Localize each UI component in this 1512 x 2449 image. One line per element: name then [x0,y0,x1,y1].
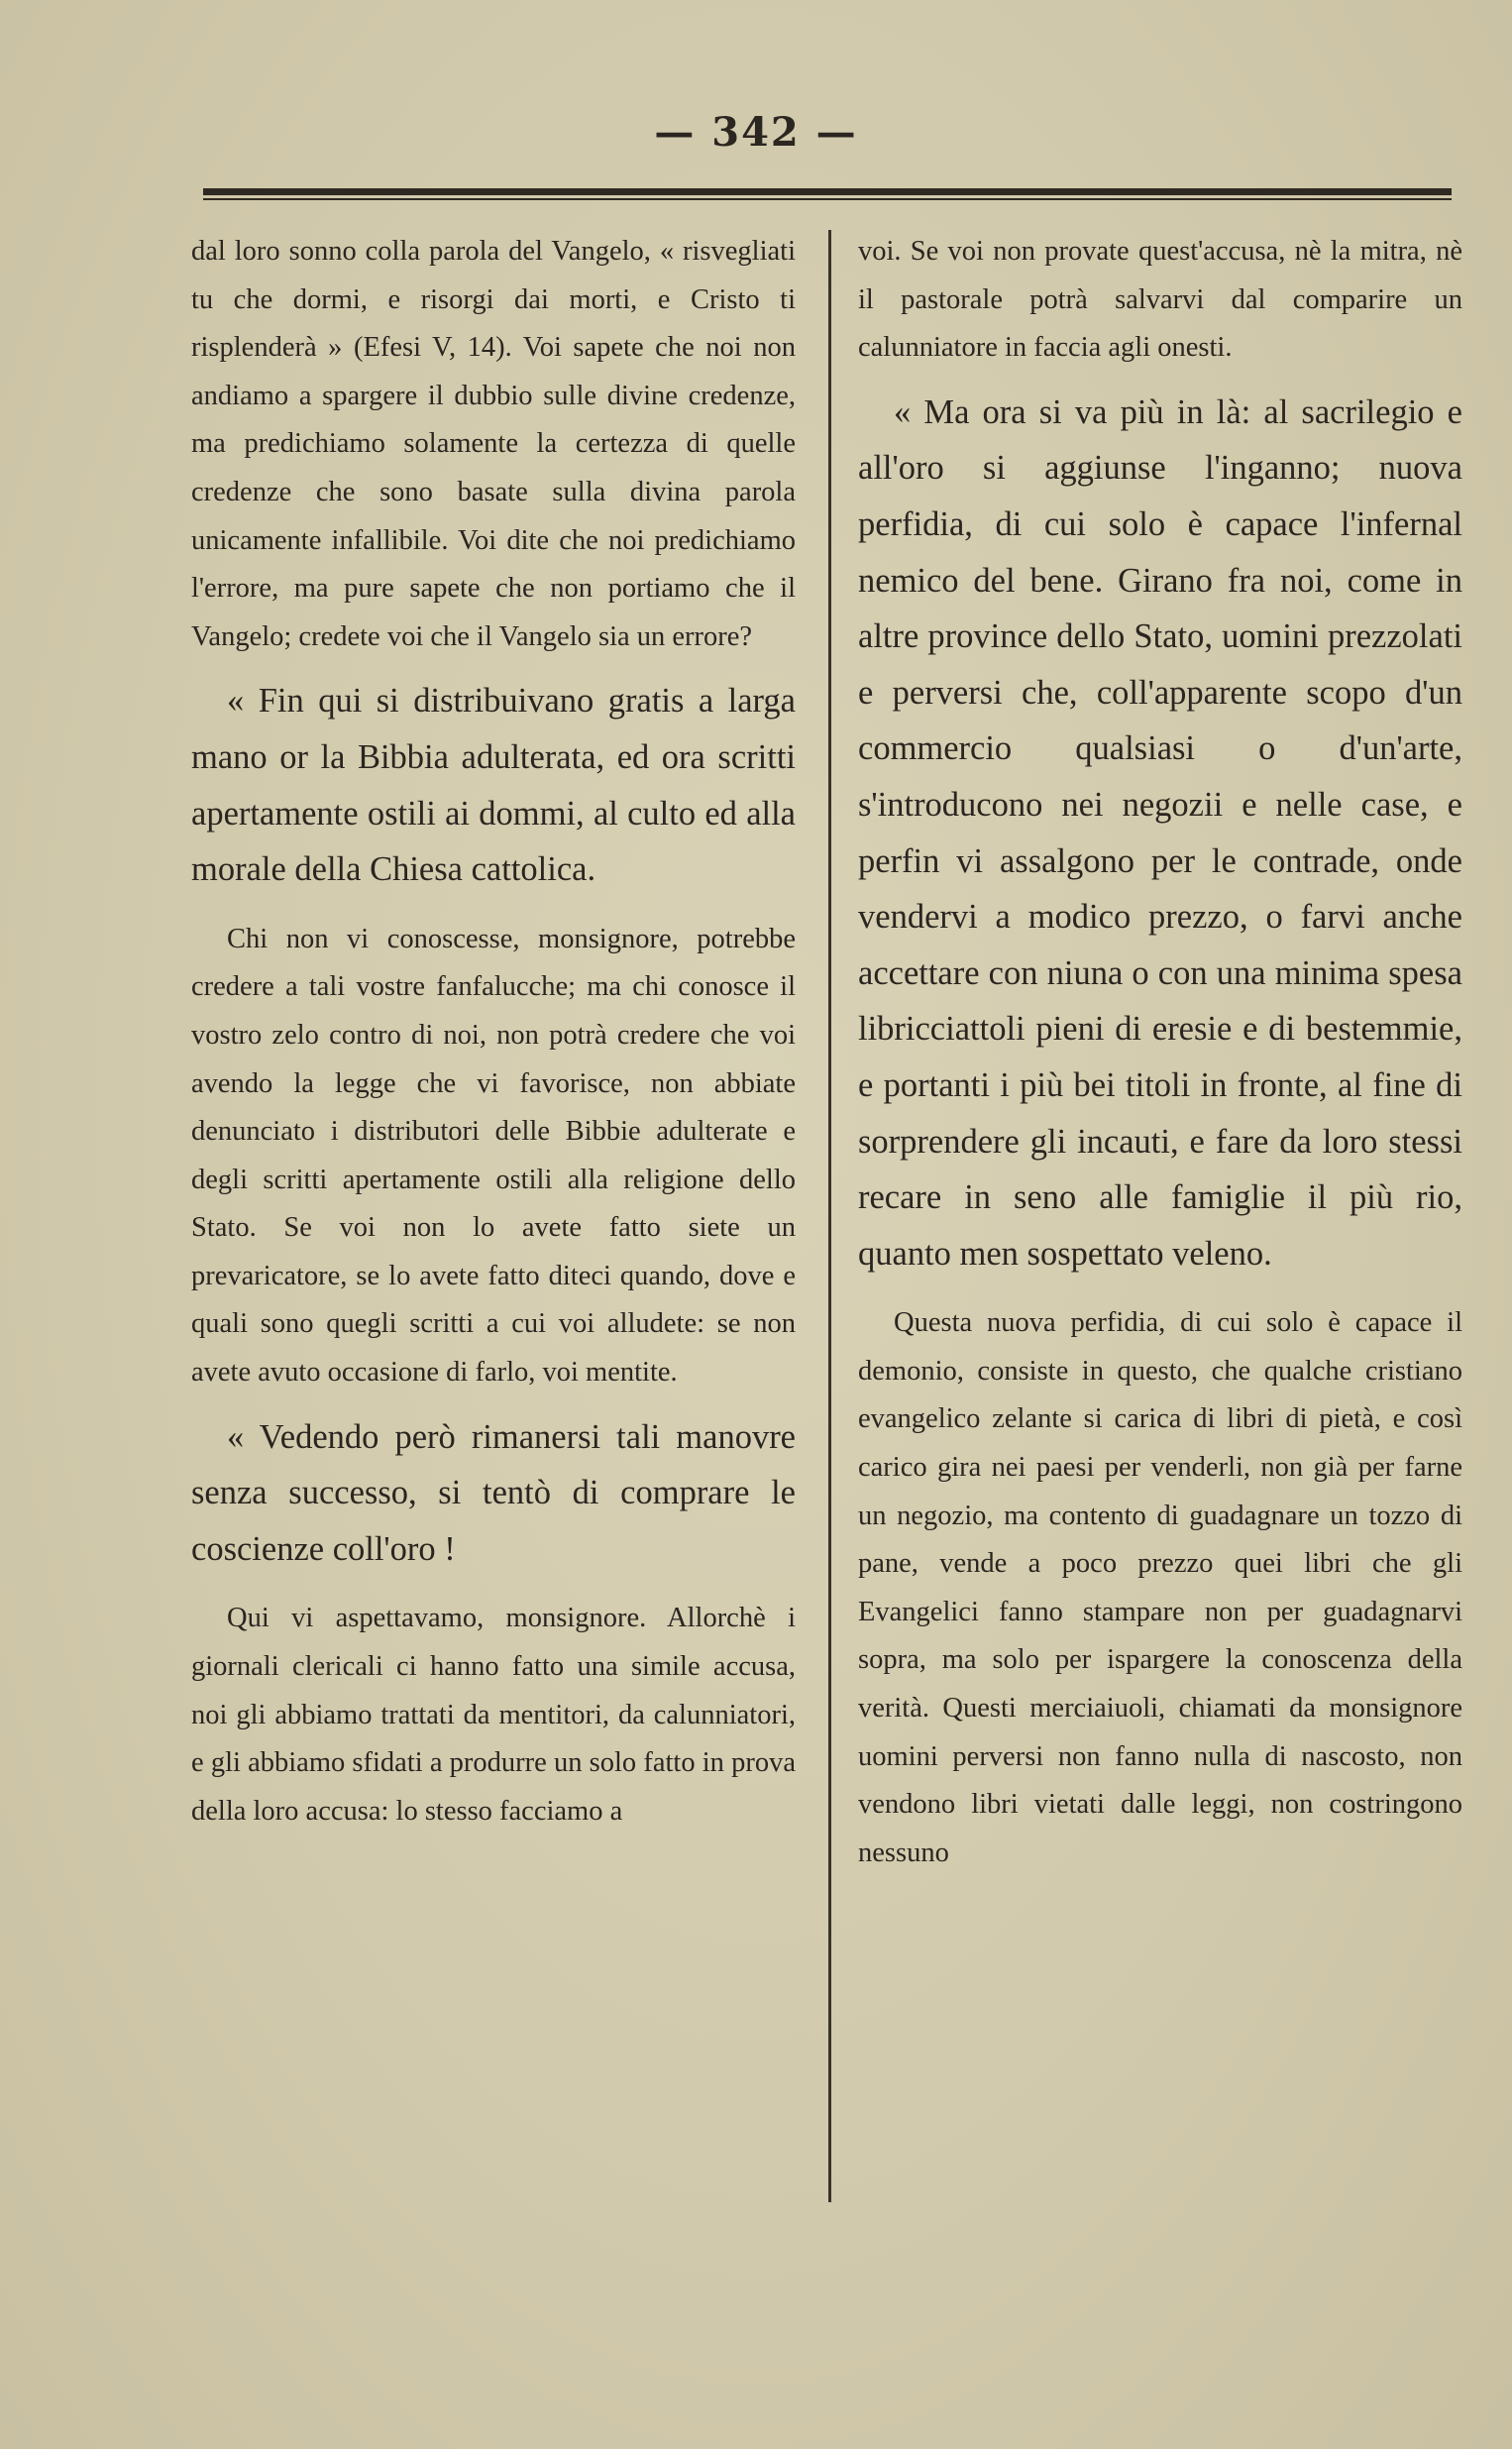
paragraph: Questa nuova perfidia, di cui solo è capace il demonio, consiste in questo, che qualche cristiano evangelico zelante si carica di libri di pietà, e così carico gira nei paesi per venderli, non già per farne un negozio, ma contento di guadagnare un tozzo di pane, vende a poco prezzo quei libri che gli Evangelici fanno stampare non per guadagnarvi sopra, ma solo per ispargere la conoscenza della verità. Questi merciaiuoli, chiamati da monsignore uomini perversi non fanno nulla di nascosto, non vendono libri vietati dalle leggi, non costringono nessuno [858,1307,1462,1868]
page-number: — 342 — [654,109,858,156]
quoted-paragraph: « Ma ora si va più in là: al sacrilegio e all'oro si aggiunse l'inganno; nuova perfidia, di cui solo è capace l'infernal nemico del bene. Girano fra noi, come in altre province dello Stato, uomini prezzolati e perversi che, coll'apparente scopo d'un commercio qualsiasi o d'un'arte, s'introducono nei negozii e nelle case, e perfin vi assalgono per le contrade, onde vendervi a modico prezzo, o farvi anche accettare con niuna o con una minima spesa libricciattoli pieni di eresie e di bestemmie, e portanti i più bei titoli in fronte, al fine di sorprendere gli incauti, e fare da loro stessi recare in seno alle famiglie il più rio, quanto men sospettato veleno. [858,392,1462,1273]
paragraph: Qui vi aspettavamo, monsignore. Allorchè i giornali clericali ci hanno fatto una simile accusa, noi gli abbiamo trattati da mentitori, da calunniatori, e gli abbiamo sfidati a produrre un solo fatto in prova della loro accusa: lo stesso facciamo a [191,1603,796,1827]
quoted-paragraph: « Fin qui si distribuivano gratis a larga mano or la Bibbia adulterata, ed ora scritti apertamente ostili ai dommi, al culto ed alla morale della Chiesa cattolica. [191,682,796,889]
quoted-paragraph: « Vedendo però rimanersi tali manovre senza successo, si tentò di comprare le coscienze coll'oro ! [191,1417,796,1568]
left-column [191,228,796,1847]
header-rule [203,188,1452,195]
column-divider [828,230,831,2202]
paragraph: Chi non vi conoscesse, monsignore, potrebbe credere a tali vostre fanfalucche; ma chi conosce il vostro zelo contro di noi, non potrà credere che voi avendo la legge che vi favorisce, non abbiate denunciato i distributori delle Bibbie adulterate e degli scritti apertamente ostili alla religione dello Stato. Se voi non lo avete fatto siete un prevaricatore, se lo avete fatto diteci quando, dove e quali sono quegli scritti a cui voi alludete: se non avete avuto occasione di farlo, voi mentite. [191,923,796,1389]
paragraph: voi. Se voi non provate quest'accusa, nè la mitra, nè il pastorale potrà salvarvi dal comparire un calunniatore in faccia agli onesti. [858,236,1462,364]
paragraph: dal loro sonno colla parola del Vangelo, « risvegliati tu che dormi, e risorgi dai morti, e Cristo ti risplenderà » (Efesi V, 14). Voi sapete che noi non andiamo a spargere il dubbio sulle divine credenze, ma predichiamo solamente la certezza di quelle credenze che sono basate sulla divina parola unicamente infallibile. Voi dite che noi predichiamo l'errore, ma pure sapete che non portiamo che il Vangelo; credete voi che il Vangelo sia un errore? [191,236,796,652]
header-rule-inner [203,198,1452,200]
right-column [858,228,1462,1889]
